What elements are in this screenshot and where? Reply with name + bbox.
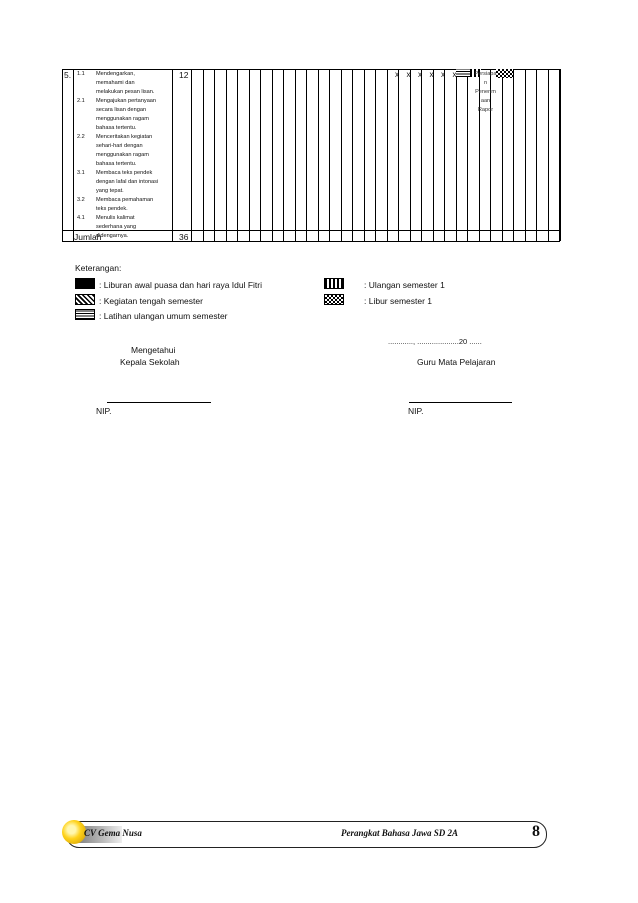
left-title-2: Kepala Sekolah [120,357,180,367]
grid-vline [295,69,296,241]
week-mark: x [406,70,411,79]
competency-number: 3.1 [77,170,85,176]
grid-vline [467,69,468,241]
left-title-1: Mengetahui [131,345,176,355]
grid-vline [172,69,173,241]
legend-swatch-diagonal [75,294,95,305]
grid-vline [260,69,261,241]
grid-vline [306,69,307,241]
grid-vline [421,69,422,241]
left-signature-line [107,402,211,403]
grid-vline [352,69,353,241]
competency-text: Membaca teks pendek dengan lafal dan intonasi yang tepat. [96,170,159,194]
legend-swatch-vlines [324,278,344,289]
publisher-name: CV Gema Nusa [84,828,142,838]
legend-label-checkered: : Libur semester 1 [364,296,433,306]
side-note-line: Penerim [475,89,496,95]
side-note-line: n [483,80,488,86]
competency-text: Membaca pemahaman teks pendek. [96,197,154,212]
grid-vline [272,69,273,241]
grid-vline [191,69,192,241]
week-mark: x [441,70,445,79]
legend-title: Keterangan: [75,263,122,273]
legend-label-diagonal: : Kegiatan tengah semester [99,296,203,306]
grid-vline [513,69,514,241]
grid-vline [536,69,537,241]
grid-vline [502,69,503,241]
row-number: 5. [64,70,72,80]
side-note-line: aan [480,98,491,104]
competency-text: Menulis kalimat sederhana yang didengarnya. [96,215,137,239]
grid-vline [73,69,74,241]
legend-swatch-checkered [324,294,344,305]
grid-vline [249,69,250,241]
page-number: 8 [532,823,540,840]
right-signature-line [409,402,512,403]
week-mark: x [395,70,399,79]
grid-vline [456,69,457,241]
competency-text: Mengajukan pertanyaan secara lisan dengan menggunakan ragam bahasa tertentu. [96,98,157,131]
legend-swatch-black [75,278,95,289]
grid-vline [548,69,549,241]
competency-text: Mendengarkan, memahami dan melakukan pesan lisan. [96,71,155,95]
grid-hline [62,241,560,242]
left-nip: NIP. [96,406,112,416]
grid-vline [375,69,376,241]
right-nip: NIP. [408,406,424,416]
grid-vline [329,69,330,241]
grid-vline [410,69,411,241]
right-title: Guru Mata Pelajaran [417,357,496,367]
hours-cell: 12 [179,70,189,80]
grid-vline [226,69,227,241]
grid-vline [387,69,388,241]
grid-vline [203,69,204,241]
date-line: ............, ....................20 ...... [388,337,482,346]
grid-vline [364,69,365,241]
grid-vline [214,69,215,241]
book-title: Perangkat Bahasa Jawa SD 2A [341,828,459,838]
grid-vline [560,69,561,241]
legend-label-vlines: : Ulangan semester 1 [364,280,445,290]
grid-vline [283,69,284,241]
side-note [471,70,500,115]
grid-vline [62,69,63,241]
grid-vline [237,69,238,241]
grid-vline [433,69,434,241]
competency-number: 3.2 [77,197,85,203]
total-label: Jumlah [74,232,102,242]
week-mark: x [429,70,434,79]
publisher-logo-icon [62,820,86,844]
legend-label-hlines: : Latihan ulangan umum semester [99,311,228,321]
competency-number: 1.1 [77,71,85,77]
total-value: 36 [179,232,189,242]
competency-number: 2.1 [77,98,85,104]
week-mark: x [452,70,457,79]
competency-number: 2.2 [77,134,85,140]
side-note-line: Rapor [477,107,494,113]
week-mark: x [418,70,422,79]
latihan-ulangan-cell [456,69,470,77]
grid-vline [444,69,445,241]
grid-vline [341,69,342,241]
grid-vline [398,69,399,241]
grid-vline [318,69,319,241]
legend-swatch-hlines [75,309,95,320]
program-table [62,69,560,241]
side-note-line: Persiapa [474,71,497,77]
competency-text: Menceritakan kegiatan sehari-hari dengan menggunakan ragam bahasa tertentu. [96,134,153,167]
competency-number: 4.1 [77,215,85,221]
legend-label-black: : Liburan awal puasa dan hari raya Idul Fitri [99,280,263,290]
grid-vline [525,69,526,241]
